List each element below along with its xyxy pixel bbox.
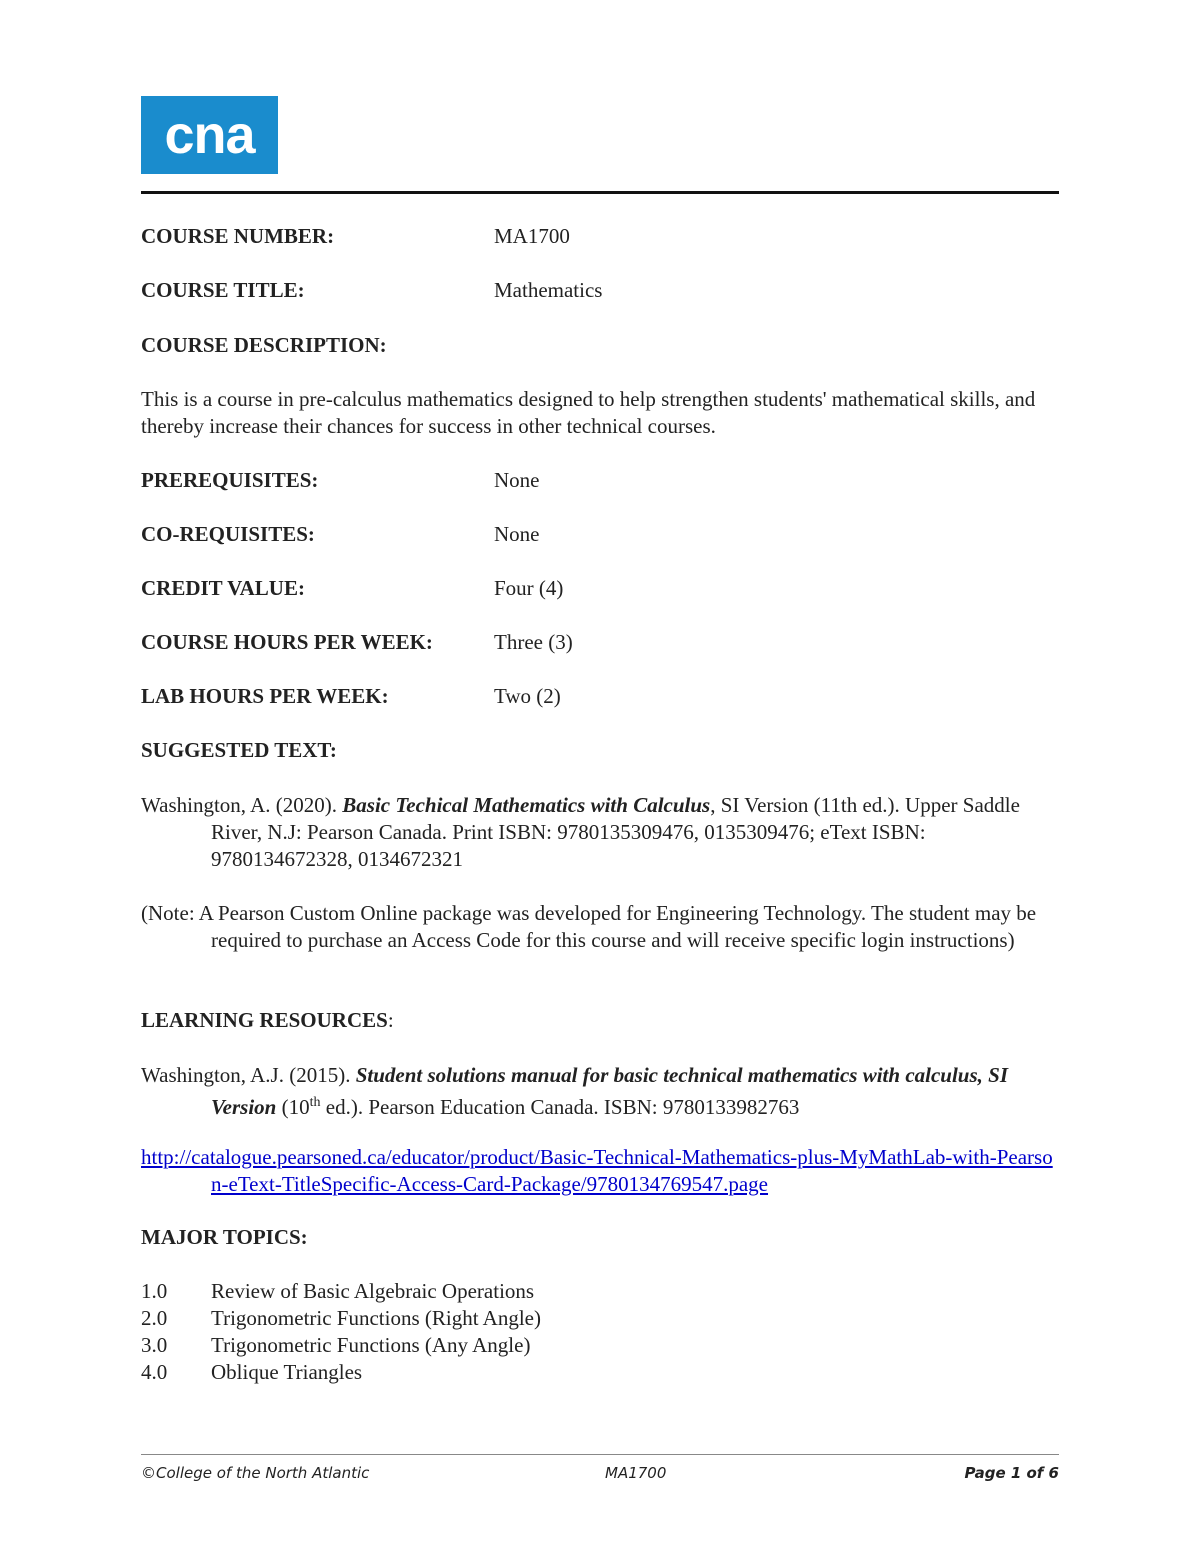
pearson-catalogue-link[interactable]: http://catalogue.pearsoned.ca/educator/product/Basic-Technical-Mathematics-plus-MyMathLab-with-Pearson-eText-TitleSpecific-Access-Card-Package/9780134769547.page xyxy=(141,1145,1053,1196)
topic-label: Oblique Triangles xyxy=(211,1360,363,1384)
lr-ref-details: ed.). Pearson Education Canada. ISBN: 9780133982763 xyxy=(320,1095,800,1119)
learning-resources-heading-text: LEARNING RESOURCES xyxy=(141,1008,388,1032)
corequisites-label: CO-REQUISITES: xyxy=(141,522,315,546)
course-title-label: COURSE TITLE: xyxy=(141,278,305,302)
header-rule xyxy=(141,191,1059,194)
footer-course-code: MA1700 xyxy=(605,1464,667,1482)
footer-copyright: ©College of the North Atlantic xyxy=(141,1464,370,1482)
suggested-text-heading: SUGGESTED TEXT: xyxy=(141,738,337,762)
topic-number: 2.0 xyxy=(141,1306,168,1330)
topic-item xyxy=(141,1306,541,1331)
corequisites-value: None xyxy=(494,522,540,546)
learning-resources-heading-colon: : xyxy=(387,1008,394,1032)
course-description-label: COURSE DESCRIPTION: xyxy=(141,333,387,357)
pearson-catalogue-link-block xyxy=(141,1144,1061,1198)
suggested-text-note: (Note: A Pearson Custom Online package was developed for Engineering Technology. The student may be required to purchase an Access Code for this course and will receive specific login instructions) xyxy=(141,901,1037,952)
suggested-text-reference xyxy=(141,792,1061,873)
course-number-label: COURSE NUMBER: xyxy=(141,224,335,248)
learning-resources-heading xyxy=(141,1008,394,1033)
footer-rule xyxy=(141,1454,1059,1455)
topic-label: Trigonometric Functions (Any Angle) xyxy=(211,1333,531,1357)
ref-title: Basic Techical Mathematics with Calculus xyxy=(342,793,711,817)
prerequisites-value: None xyxy=(494,468,540,492)
topic-item xyxy=(141,1360,362,1385)
topic-number: 3.0 xyxy=(141,1333,168,1357)
lab-hours-label: LAB HOURS PER WEEK: xyxy=(141,684,389,708)
credit-value-value: Four (4) xyxy=(494,576,564,600)
topic-number: 4.0 xyxy=(141,1360,168,1384)
topic-item xyxy=(141,1333,530,1358)
lr-ref-author: Washington, A.J. (2015). xyxy=(141,1063,356,1087)
ref-author: Washington, A. (2020). xyxy=(141,793,343,817)
course-hours-value: Three (3) xyxy=(494,630,573,654)
topic-label: Trigonometric Functions (Right Angle) xyxy=(211,1306,541,1330)
topic-label: Review of Basic Algebraic Operations xyxy=(211,1279,535,1303)
course-description-text: This is a course in pre-calculus mathematics designed to help strengthen students' mathematical skills, and thereby increase their chances for success in other technical courses. xyxy=(141,387,1036,438)
course-hours-label: COURSE HOURS PER WEEK: xyxy=(141,630,433,654)
cna-logo: cna xyxy=(141,96,278,174)
ref-details: , SI Version (11th ed.). Upper Saddle River, N.J: Pearson Canada. Print ISBN: 9780135309476, 0135309476; eText ISBN: 9780134672328, 0134672321 xyxy=(211,793,1020,871)
course-title-value: Mathematics xyxy=(494,278,603,302)
course-number-value: MA1700 xyxy=(494,224,570,248)
footer-page-number: Page 1 of 6 xyxy=(964,1464,1059,1482)
lr-ref-title: Student solutions manual for basic technical mathematics with calculus, SI Version xyxy=(211,1063,1009,1119)
topic-item xyxy=(141,1279,534,1304)
prerequisites-label: PREREQUISITES: xyxy=(141,468,319,492)
lr-ref-edition-sup: th xyxy=(309,1095,321,1110)
learning-resources-reference xyxy=(141,1062,1061,1121)
credit-value-label: CREDIT VALUE: xyxy=(141,576,305,600)
major-topics-heading: MAJOR TOPICS: xyxy=(141,1225,308,1249)
lr-ref-edition: (10 xyxy=(276,1095,310,1119)
topic-number: 1.0 xyxy=(141,1279,168,1303)
lab-hours-value: Two (2) xyxy=(494,684,561,708)
